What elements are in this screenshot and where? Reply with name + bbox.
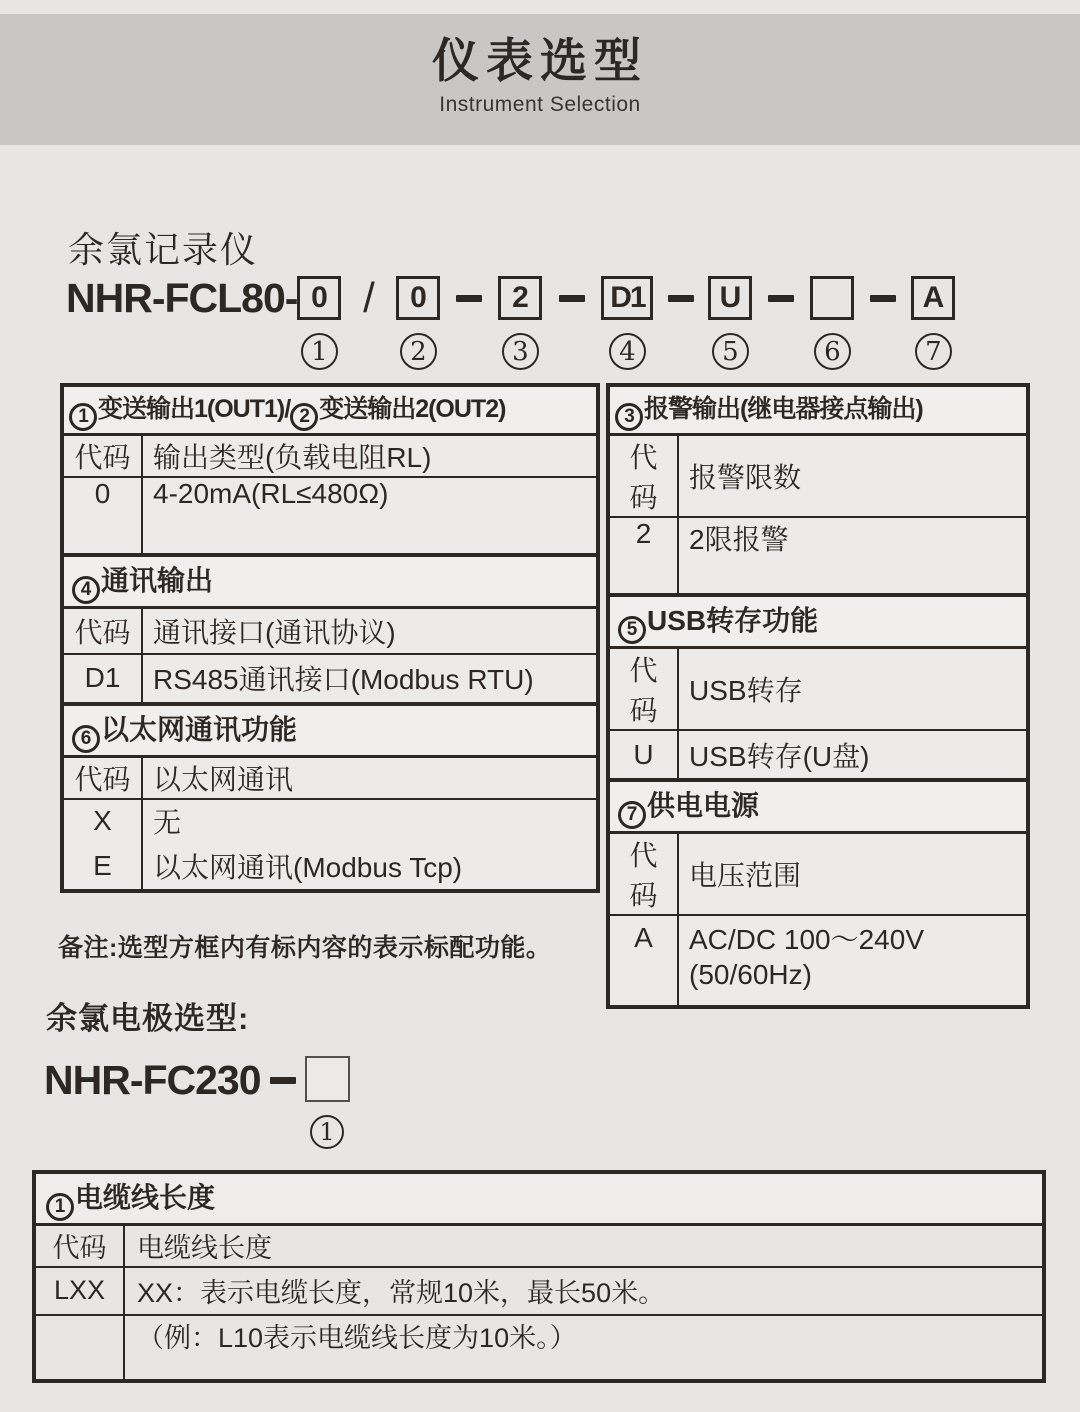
- model-slot-1: [297, 276, 341, 370]
- col-header-desc: 电缆线长度: [124, 1225, 1044, 1267]
- selection-table-left: [60, 383, 600, 893]
- slot-number-circle: 6: [814, 333, 851, 370]
- slot-box: [601, 276, 653, 320]
- circled-number: 4: [72, 576, 100, 604]
- slot-number-circle: 5: [712, 333, 749, 370]
- page-title: 仪表选型: [432, 34, 648, 87]
- desc-cell: USB转存(U盘): [678, 730, 1028, 780]
- section-header-power: [608, 780, 1028, 833]
- section-label: 以太网通讯功能: [101, 713, 298, 745]
- desc-cell: RS485通讯接口(Modbus RTU): [142, 654, 598, 704]
- electrode-slot: [305, 1056, 350, 1149]
- col-header-desc: 报警限数: [678, 435, 1028, 518]
- recorder-model-row: [66, 276, 955, 370]
- code-cell: U: [608, 730, 678, 780]
- desc-cell: AC/DC 100～240V: [678, 915, 1028, 959]
- slash-separator: /: [363, 274, 375, 321]
- dash-separator: [653, 276, 708, 320]
- section-label: 供电电源: [647, 790, 760, 821]
- dash-separator: [440, 276, 498, 320]
- title-band: [0, 14, 1080, 145]
- section-label: 变送输出1(OUT1)/: [98, 395, 291, 423]
- section-label: 电缆线长度: [75, 1182, 216, 1213]
- model-slot-2: [396, 276, 440, 370]
- slot-box: [396, 276, 440, 320]
- col-header-code: 代码: [62, 756, 142, 799]
- slot-number-circle: 7: [915, 333, 952, 370]
- dash-separator: [542, 276, 601, 320]
- col-header-code: 代码: [608, 648, 678, 731]
- code-cell: 0: [62, 477, 142, 555]
- slot-number-circle: 2: [400, 333, 437, 370]
- slot-code: 0: [410, 281, 427, 314]
- electrode-model-prefix: NHR-FC230: [44, 1057, 261, 1103]
- col-header-code: 代码: [62, 608, 142, 654]
- slot-number-circle: 3: [502, 333, 539, 370]
- section-header-ethernet: [62, 704, 598, 757]
- dash-separator: [261, 1056, 305, 1104]
- slot-code: 0: [311, 281, 328, 314]
- dash-icon: [270, 1077, 296, 1084]
- circled-number: 5: [618, 616, 646, 644]
- page-subtitle: Instrument Selection: [439, 93, 641, 116]
- slot-number-circle: 1: [301, 333, 338, 370]
- selection-tables: [60, 383, 1030, 1009]
- slot-code: 2: [512, 281, 529, 314]
- slot-number-circle: 4: [609, 333, 646, 370]
- col-header-desc: 以太网通讯: [142, 756, 598, 799]
- slot-box: [911, 276, 955, 320]
- desc-cell: （例：L10表示电缆线长度为10米。）: [124, 1315, 1044, 1381]
- dash-icon: [870, 295, 896, 302]
- recorder-model-prefix: NHR-FCL80-: [66, 275, 298, 321]
- section-label: USB转存功能: [647, 605, 819, 636]
- model-slot-4: [601, 276, 653, 370]
- slot-box: [810, 276, 854, 320]
- section-header-out: [62, 385, 598, 435]
- section-label: 报警输出(继电器接点输出): [644, 395, 923, 423]
- desc-cell: 无: [142, 799, 598, 843]
- circled-number: 7: [618, 801, 646, 829]
- slot-code: A: [922, 281, 945, 314]
- col-header-desc: USB转存: [678, 648, 1028, 731]
- dash-icon: [559, 295, 585, 302]
- slot-code: U: [719, 281, 742, 314]
- col-header-code: 代码: [34, 1225, 124, 1267]
- circled-number: 3: [615, 403, 643, 431]
- electrode-model-row: [44, 1056, 350, 1149]
- section-header-alarm: [608, 385, 1028, 435]
- desc-cell: XX：表示电缆长度，常规10米，最长50米。: [124, 1267, 1044, 1315]
- model-slot-7: [911, 276, 955, 370]
- selection-table-right: [606, 383, 1030, 1009]
- circled-number: 1: [69, 403, 97, 431]
- model-slot-5: [708, 276, 752, 370]
- code-cell: X: [62, 799, 142, 843]
- model-slot-6: [810, 276, 854, 370]
- code-cell: A: [608, 915, 678, 959]
- dash-icon: [768, 295, 794, 302]
- section-header-cable: [34, 1172, 1044, 1225]
- slot-box: [498, 276, 542, 320]
- desc-cell: (50/60Hz): [678, 959, 1028, 1007]
- model-slot-3: [498, 276, 542, 370]
- dash-icon: [668, 295, 694, 302]
- section-label: 通讯输出: [101, 565, 214, 596]
- section-header-comm: [62, 555, 598, 608]
- desc-cell: 4-20mA(RL≤480Ω): [142, 477, 598, 555]
- col-header-code: 代码: [608, 435, 678, 518]
- slot-number-circle: 1: [310, 1115, 344, 1149]
- slot-code: D1: [610, 281, 645, 314]
- dash-separator: [854, 276, 911, 320]
- note-text: 备注:选型方框内有标内容的表示标配功能。: [58, 934, 552, 962]
- electrode-heading: 余氯电极选型:: [46, 1001, 250, 1036]
- recorder-heading: 余氯记录仪: [68, 229, 259, 270]
- slot-box: [708, 276, 752, 320]
- col-header-code: 代码: [62, 435, 142, 478]
- code-cell: D1: [62, 654, 142, 704]
- col-header-code: 代码: [608, 833, 678, 916]
- dash-icon: [456, 295, 482, 302]
- code-cell: 2: [608, 517, 678, 595]
- circled-number: 1: [46, 1193, 74, 1221]
- circled-number: 2: [290, 403, 318, 431]
- electrode-slot-box: [305, 1056, 350, 1102]
- desc-cell: 2限报警: [678, 517, 1028, 595]
- code-cell: [608, 959, 678, 1007]
- circled-number: 6: [72, 725, 100, 753]
- code-cell: LXX: [34, 1267, 124, 1315]
- desc-cell: 以太网通讯(Modbus Tcp): [142, 843, 598, 891]
- cable-length-table: [32, 1170, 1046, 1383]
- dash-separator: [752, 276, 810, 320]
- section-header-usb: [608, 595, 1028, 648]
- col-header-desc: 输出类型(负载电阻RL): [142, 435, 598, 478]
- col-header-desc: 电压范围: [678, 833, 1028, 916]
- code-cell: E: [62, 843, 142, 891]
- slot-box: [297, 276, 341, 320]
- section-label: 变送输出2(OUT2): [319, 395, 506, 423]
- code-cell: [34, 1315, 124, 1381]
- col-header-desc: 通讯接口(通讯协议): [142, 608, 598, 654]
